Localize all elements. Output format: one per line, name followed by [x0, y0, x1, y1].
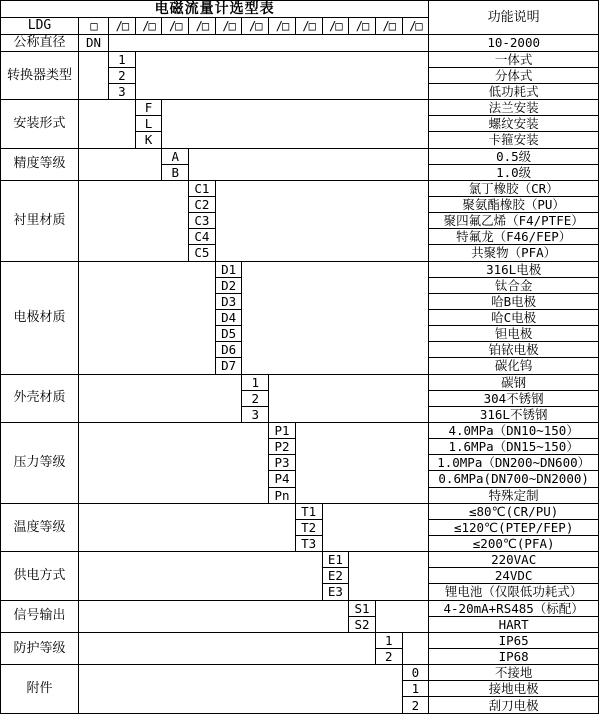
option-description: ≤80℃(CR/PU) [429, 503, 599, 519]
section-label: 温度等级 [1, 503, 79, 551]
option-row [1, 51, 599, 67]
option-description: 10-2000 [429, 35, 599, 52]
section-label: 精度等级 [1, 148, 79, 180]
option-row [1, 552, 599, 568]
option-code: 0 [402, 665, 429, 681]
title-row [1, 1, 599, 18]
model-slot-cell: /□ [295, 18, 322, 35]
option-description: 1.6MPa（DN15~150） [429, 439, 599, 455]
empty-cell [295, 422, 429, 503]
option-code: 3 [109, 84, 136, 100]
empty-cell [79, 148, 162, 180]
option-description: 铂铱电极 [429, 342, 599, 358]
option-description: 304不锈钢 [429, 390, 599, 406]
model-prefix-cell: LDG [1, 18, 79, 35]
option-code: 2 [402, 697, 429, 714]
option-description: 哈B电极 [429, 293, 599, 309]
option-code: 1 [109, 51, 136, 67]
option-description: 220VAC [429, 552, 599, 568]
option-row [1, 261, 599, 277]
function-description-header: 功能说明 [429, 1, 599, 35]
empty-cell [79, 552, 323, 600]
option-description: IP68 [429, 648, 599, 664]
section-label: 信号输出 [1, 600, 79, 632]
empty-cell [215, 180, 429, 261]
empty-cell [79, 100, 136, 148]
option-description: 0.6MPa(DN700~DN2000) [429, 471, 599, 487]
option-code: S2 [349, 616, 376, 632]
model-slot-cell: /□ [269, 18, 296, 35]
option-description: 聚四氟乙烯（F4/PTFE） [429, 213, 599, 229]
section-label: 外壳材质 [1, 374, 79, 422]
option-code: A [162, 148, 189, 164]
section-label: 衬里材质 [1, 180, 79, 261]
option-description: 钽电极 [429, 326, 599, 342]
option-code: B [162, 164, 189, 180]
option-description: 碳钢 [429, 374, 599, 390]
option-code: P3 [269, 455, 296, 471]
option-code: C5 [189, 245, 216, 261]
option-description: 不接地 [429, 665, 599, 681]
section-label: 防护等级 [1, 632, 79, 664]
option-row [1, 503, 599, 519]
section-label: 安装形式 [1, 100, 79, 148]
empty-cell [349, 552, 429, 600]
empty-cell [79, 632, 376, 664]
option-row [1, 374, 599, 390]
option-code: T1 [295, 503, 322, 519]
option-code: 2 [375, 648, 402, 664]
option-description: 4-20mA+RS485（标配） [429, 600, 599, 616]
option-description: 分体式 [429, 67, 599, 83]
option-code: E1 [322, 552, 349, 568]
option-code: P4 [269, 471, 296, 487]
option-description: 碳化钨 [429, 358, 599, 374]
table-title: 电磁流量计选型表 [1, 1, 429, 18]
model-slot-cell: /□ [135, 18, 162, 35]
model-slot-cell: /□ [349, 18, 376, 35]
empty-cell [402, 632, 429, 664]
empty-cell [79, 665, 403, 714]
option-description: 特殊定制 [429, 487, 599, 503]
empty-cell [79, 51, 109, 99]
option-code: 3 [242, 406, 269, 422]
model-slot-cell: /□ [322, 18, 349, 35]
option-code: E3 [322, 584, 349, 600]
option-code: C2 [189, 197, 216, 213]
model-slot-cell: /□ [189, 18, 216, 35]
option-code: F [135, 100, 162, 116]
option-row [1, 665, 599, 681]
model-slot-cell: /□ [109, 18, 136, 35]
empty-cell [162, 100, 429, 148]
option-description: 1.0MPa（DN200~DN600） [429, 455, 599, 471]
model-slot-cell: /□ [242, 18, 269, 35]
section-label: 压力等级 [1, 422, 79, 503]
option-description: 4.0MPa（DN10~150） [429, 422, 599, 438]
empty-cell [79, 374, 242, 422]
option-description: 共聚物（PFA） [429, 245, 599, 261]
option-description: 哈C电极 [429, 309, 599, 325]
option-code: C4 [189, 229, 216, 245]
option-code: S1 [349, 600, 376, 616]
model-slot-cell: /□ [162, 18, 189, 35]
option-code: E2 [322, 568, 349, 584]
section-label: 电极材质 [1, 261, 79, 374]
option-description: 0.5级 [429, 148, 599, 164]
option-code: D5 [215, 326, 242, 342]
option-description: 特氟龙（F46/FEP） [429, 229, 599, 245]
option-code: P1 [269, 422, 296, 438]
section-label: 供电方式 [1, 552, 79, 600]
option-code: 2 [109, 67, 136, 83]
option-code: 2 [242, 390, 269, 406]
empty-cell [322, 503, 429, 551]
option-code: Pn [269, 487, 296, 503]
option-description: ≤200℃(PFA) [429, 535, 599, 551]
option-code: D4 [215, 309, 242, 325]
option-code: 1 [375, 632, 402, 648]
option-code: T2 [295, 519, 322, 535]
option-description: 氯丁橡胶（CR） [429, 180, 599, 196]
section-label: 附件 [1, 665, 79, 714]
option-description: 法兰安装 [429, 100, 599, 116]
empty-cell [79, 503, 296, 551]
option-description: 低功耗式 [429, 84, 599, 100]
empty-cell [79, 600, 349, 632]
empty-cell [79, 261, 216, 374]
option-description: 锂电池（仅限低功耗式） [429, 584, 599, 600]
empty-cell [109, 35, 429, 52]
option-description: ≤120℃(PTEP/FEP) [429, 519, 599, 535]
empty-cell [242, 261, 429, 374]
option-description: HART [429, 616, 599, 632]
model-slot-cell: /□ [402, 18, 429, 35]
option-description: 聚氨酯橡胶（PU） [429, 197, 599, 213]
option-row [1, 422, 599, 438]
option-description: 卡箍安装 [429, 132, 599, 148]
model-slot-cell: /□ [375, 18, 402, 35]
option-code: K [135, 132, 162, 148]
option-description: 316L不锈钢 [429, 406, 599, 422]
option-description: 316L电极 [429, 261, 599, 277]
option-row [1, 600, 599, 616]
option-description: 接地电极 [429, 681, 599, 697]
option-code: D3 [215, 293, 242, 309]
model-box-cell: □ [79, 18, 109, 35]
model-slot-cell: /□ [215, 18, 242, 35]
option-code: 1 [402, 681, 429, 697]
empty-cell [269, 374, 429, 422]
empty-cell [375, 600, 428, 632]
option-description: 钛合金 [429, 277, 599, 293]
option-code: D1 [215, 261, 242, 277]
option-row [1, 632, 599, 648]
option-code: C1 [189, 180, 216, 196]
option-code: DN [79, 35, 109, 52]
option-code: D6 [215, 342, 242, 358]
option-description: 刮刀电极 [429, 697, 599, 714]
option-code: D7 [215, 358, 242, 374]
option-code: C3 [189, 213, 216, 229]
option-row [1, 180, 599, 196]
option-code: T3 [295, 535, 322, 551]
empty-cell [79, 422, 269, 503]
empty-cell [79, 180, 189, 261]
option-description: 24VDC [429, 568, 599, 584]
option-row [1, 35, 599, 52]
empty-cell [135, 51, 429, 99]
option-code: L [135, 116, 162, 132]
option-description: 一体式 [429, 51, 599, 67]
option-code: D2 [215, 277, 242, 293]
option-description: 1.0级 [429, 164, 599, 180]
section-label: 转换器类型 [1, 51, 79, 99]
section-label: 公称直径 [1, 35, 79, 52]
empty-cell [189, 148, 429, 180]
option-code: 1 [242, 374, 269, 390]
option-row [1, 100, 599, 116]
option-description: 螺纹安装 [429, 116, 599, 132]
option-row [1, 148, 599, 164]
option-description: IP65 [429, 632, 599, 648]
option-code: P2 [269, 439, 296, 455]
